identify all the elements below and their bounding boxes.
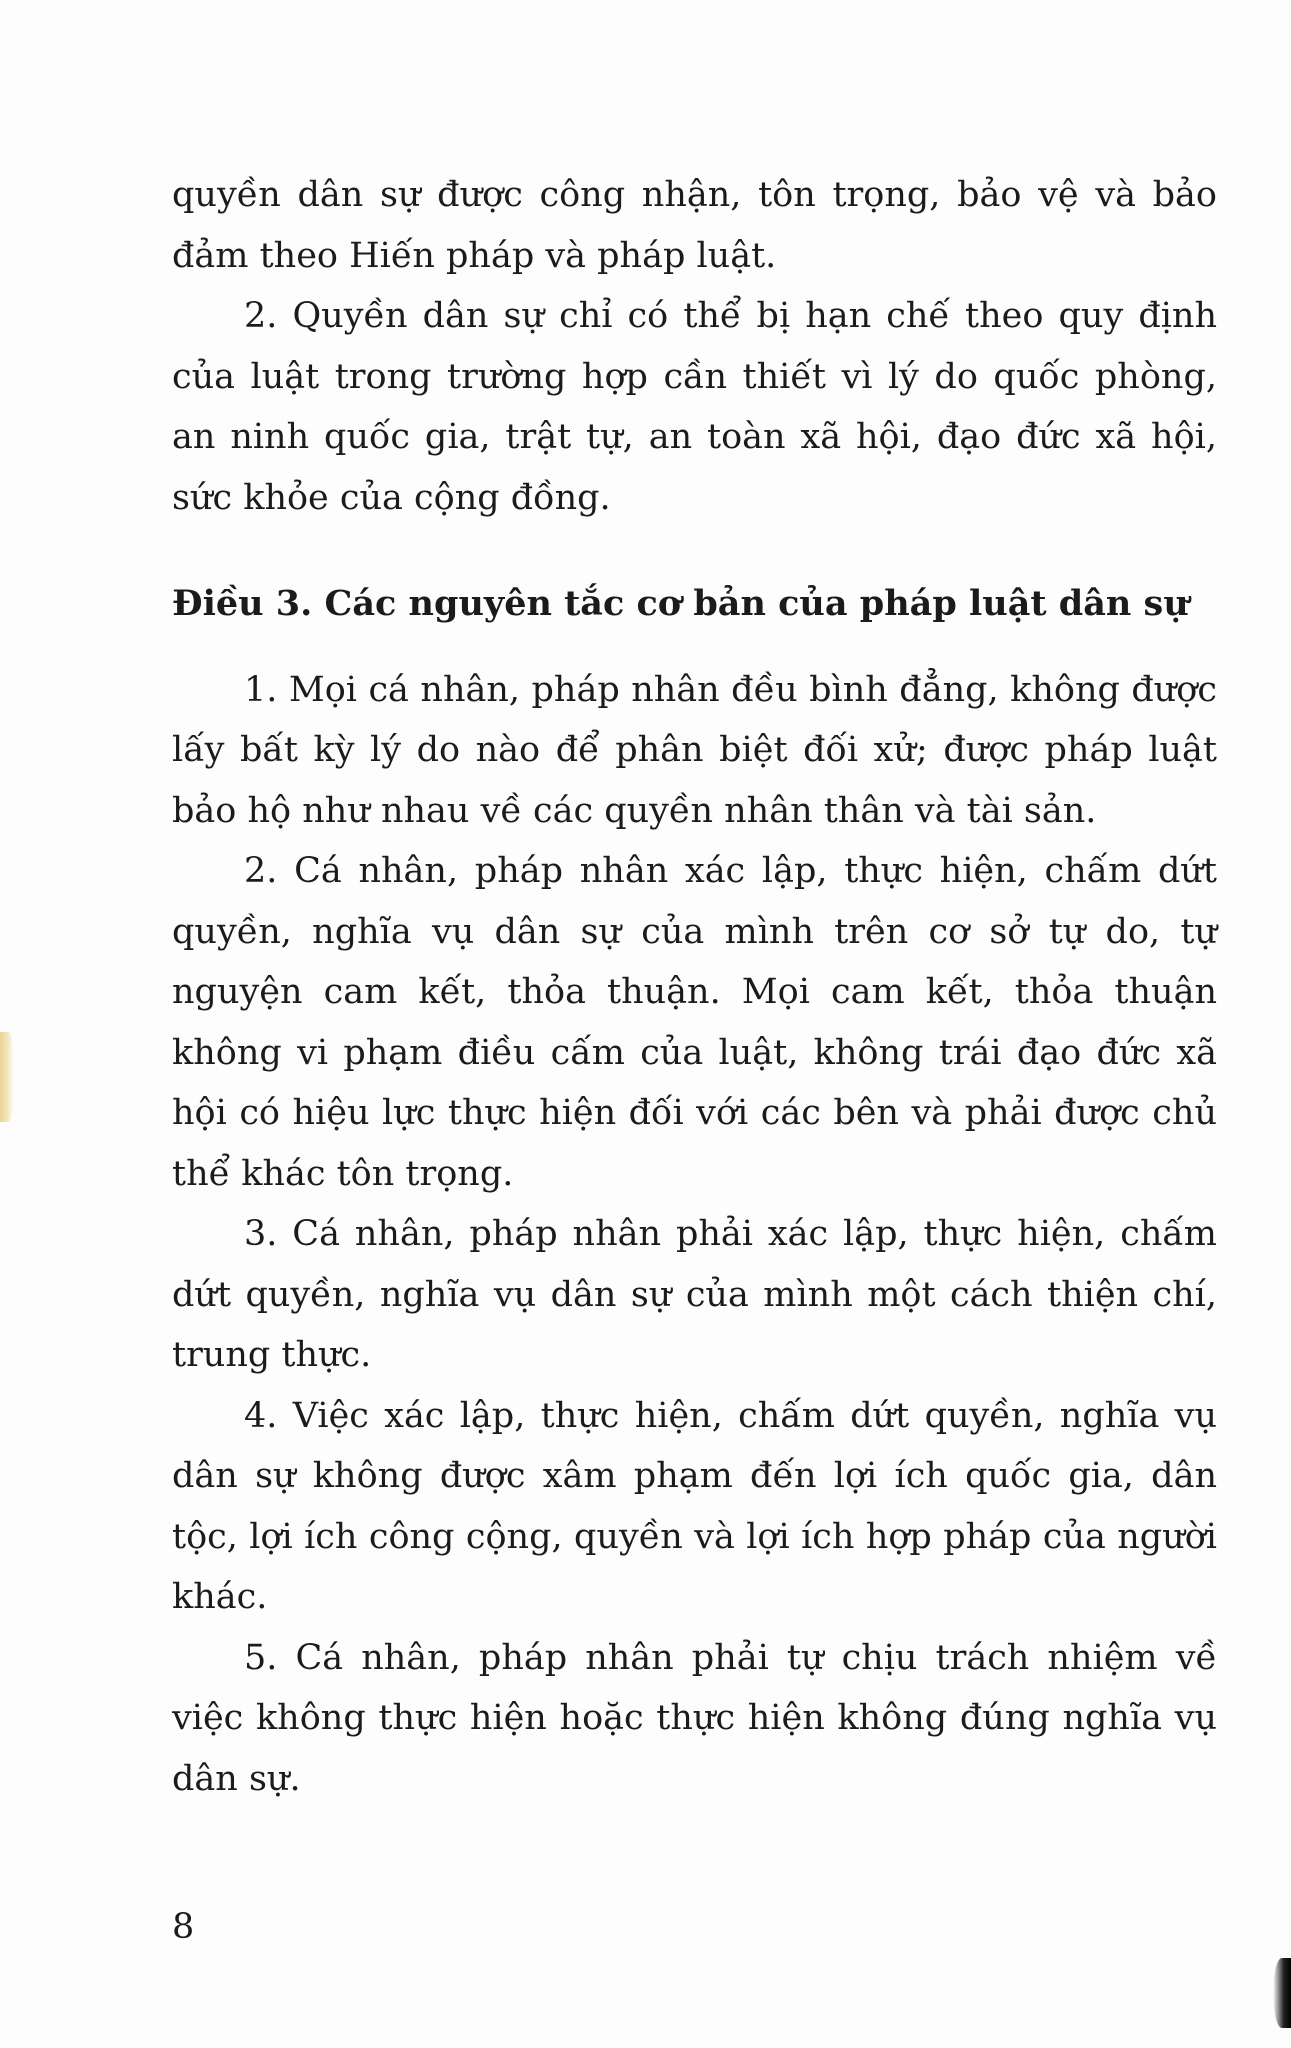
page-edge-stain [0,1032,14,1122]
page-body [172,165,1217,1809]
article-heading: Điều 3. Các nguyên tắc cơ bản của pháp luật dân sự [172,583,1189,624]
article-item-4: 4. Việc xác lập, thực hiện, chấm dứt quyền, nghĩa vụ dân sự không được xâm phạm đến lợi ích quốc gia, dân tộc, lợi ích công cộng, quyền và lợi ích hợp pháp của người khác. [172,1395,1217,1617]
article-item-1: 1. Mọi cá nhân, pháp nhân đều bình đẳng, không được lấy bất kỳ lý do nào để phân biệt đối xử; được pháp luật bảo hộ như nhau về các quyền nhân thân và tài sản. [172,669,1217,831]
article-item-5: 5. Cá nhân, pháp nhân phải tự chịu trách nhiệm về việc không thực hiện hoặc thực hiện không đúng nghĩa vụ dân sự. [172,1637,1217,1799]
paragraph-clause-2: 2. Quyền dân sự chỉ có thể bị hạn chế theo quy định của luật trong trường hợp cần thiết vì lý do quốc phòng, an ninh quốc gia, trật tự, an toàn xã hội, đạo đức xã hội, sức khỏe của cộng đồng. [172,296,1217,518]
article-item-2: 2. Cá nhân, pháp nhân xác lập, thực hiện, chấm dứt quyền, nghĩa vụ dân sự của mình trên cơ sở tự do, tự nguyện cam kết, thỏa thuận. Mọi cam kết, thỏa thuận không vi phạm điều cấm của luật, không trái đạo đức xã hội có hiệu lực thực hiện đối với các bên và phải được chủ thể khác tôn trọng. [172,851,1217,1194]
article-item-3: 3. Cá nhân, pháp nhân phải xác lập, thực hiện, chấm dứt quyền, nghĩa vụ dân sự của mình một cách thiện chí, trung thực. [172,1214,1217,1375]
page-edge-shadow [1273,1958,1291,2028]
paragraph-continued: quyền dân sự được công nhận, tôn trọng, bảo vệ và bảo đảm theo Hiến pháp và pháp luật. [172,175,1217,276]
page-number: 8 [172,1907,195,1947]
